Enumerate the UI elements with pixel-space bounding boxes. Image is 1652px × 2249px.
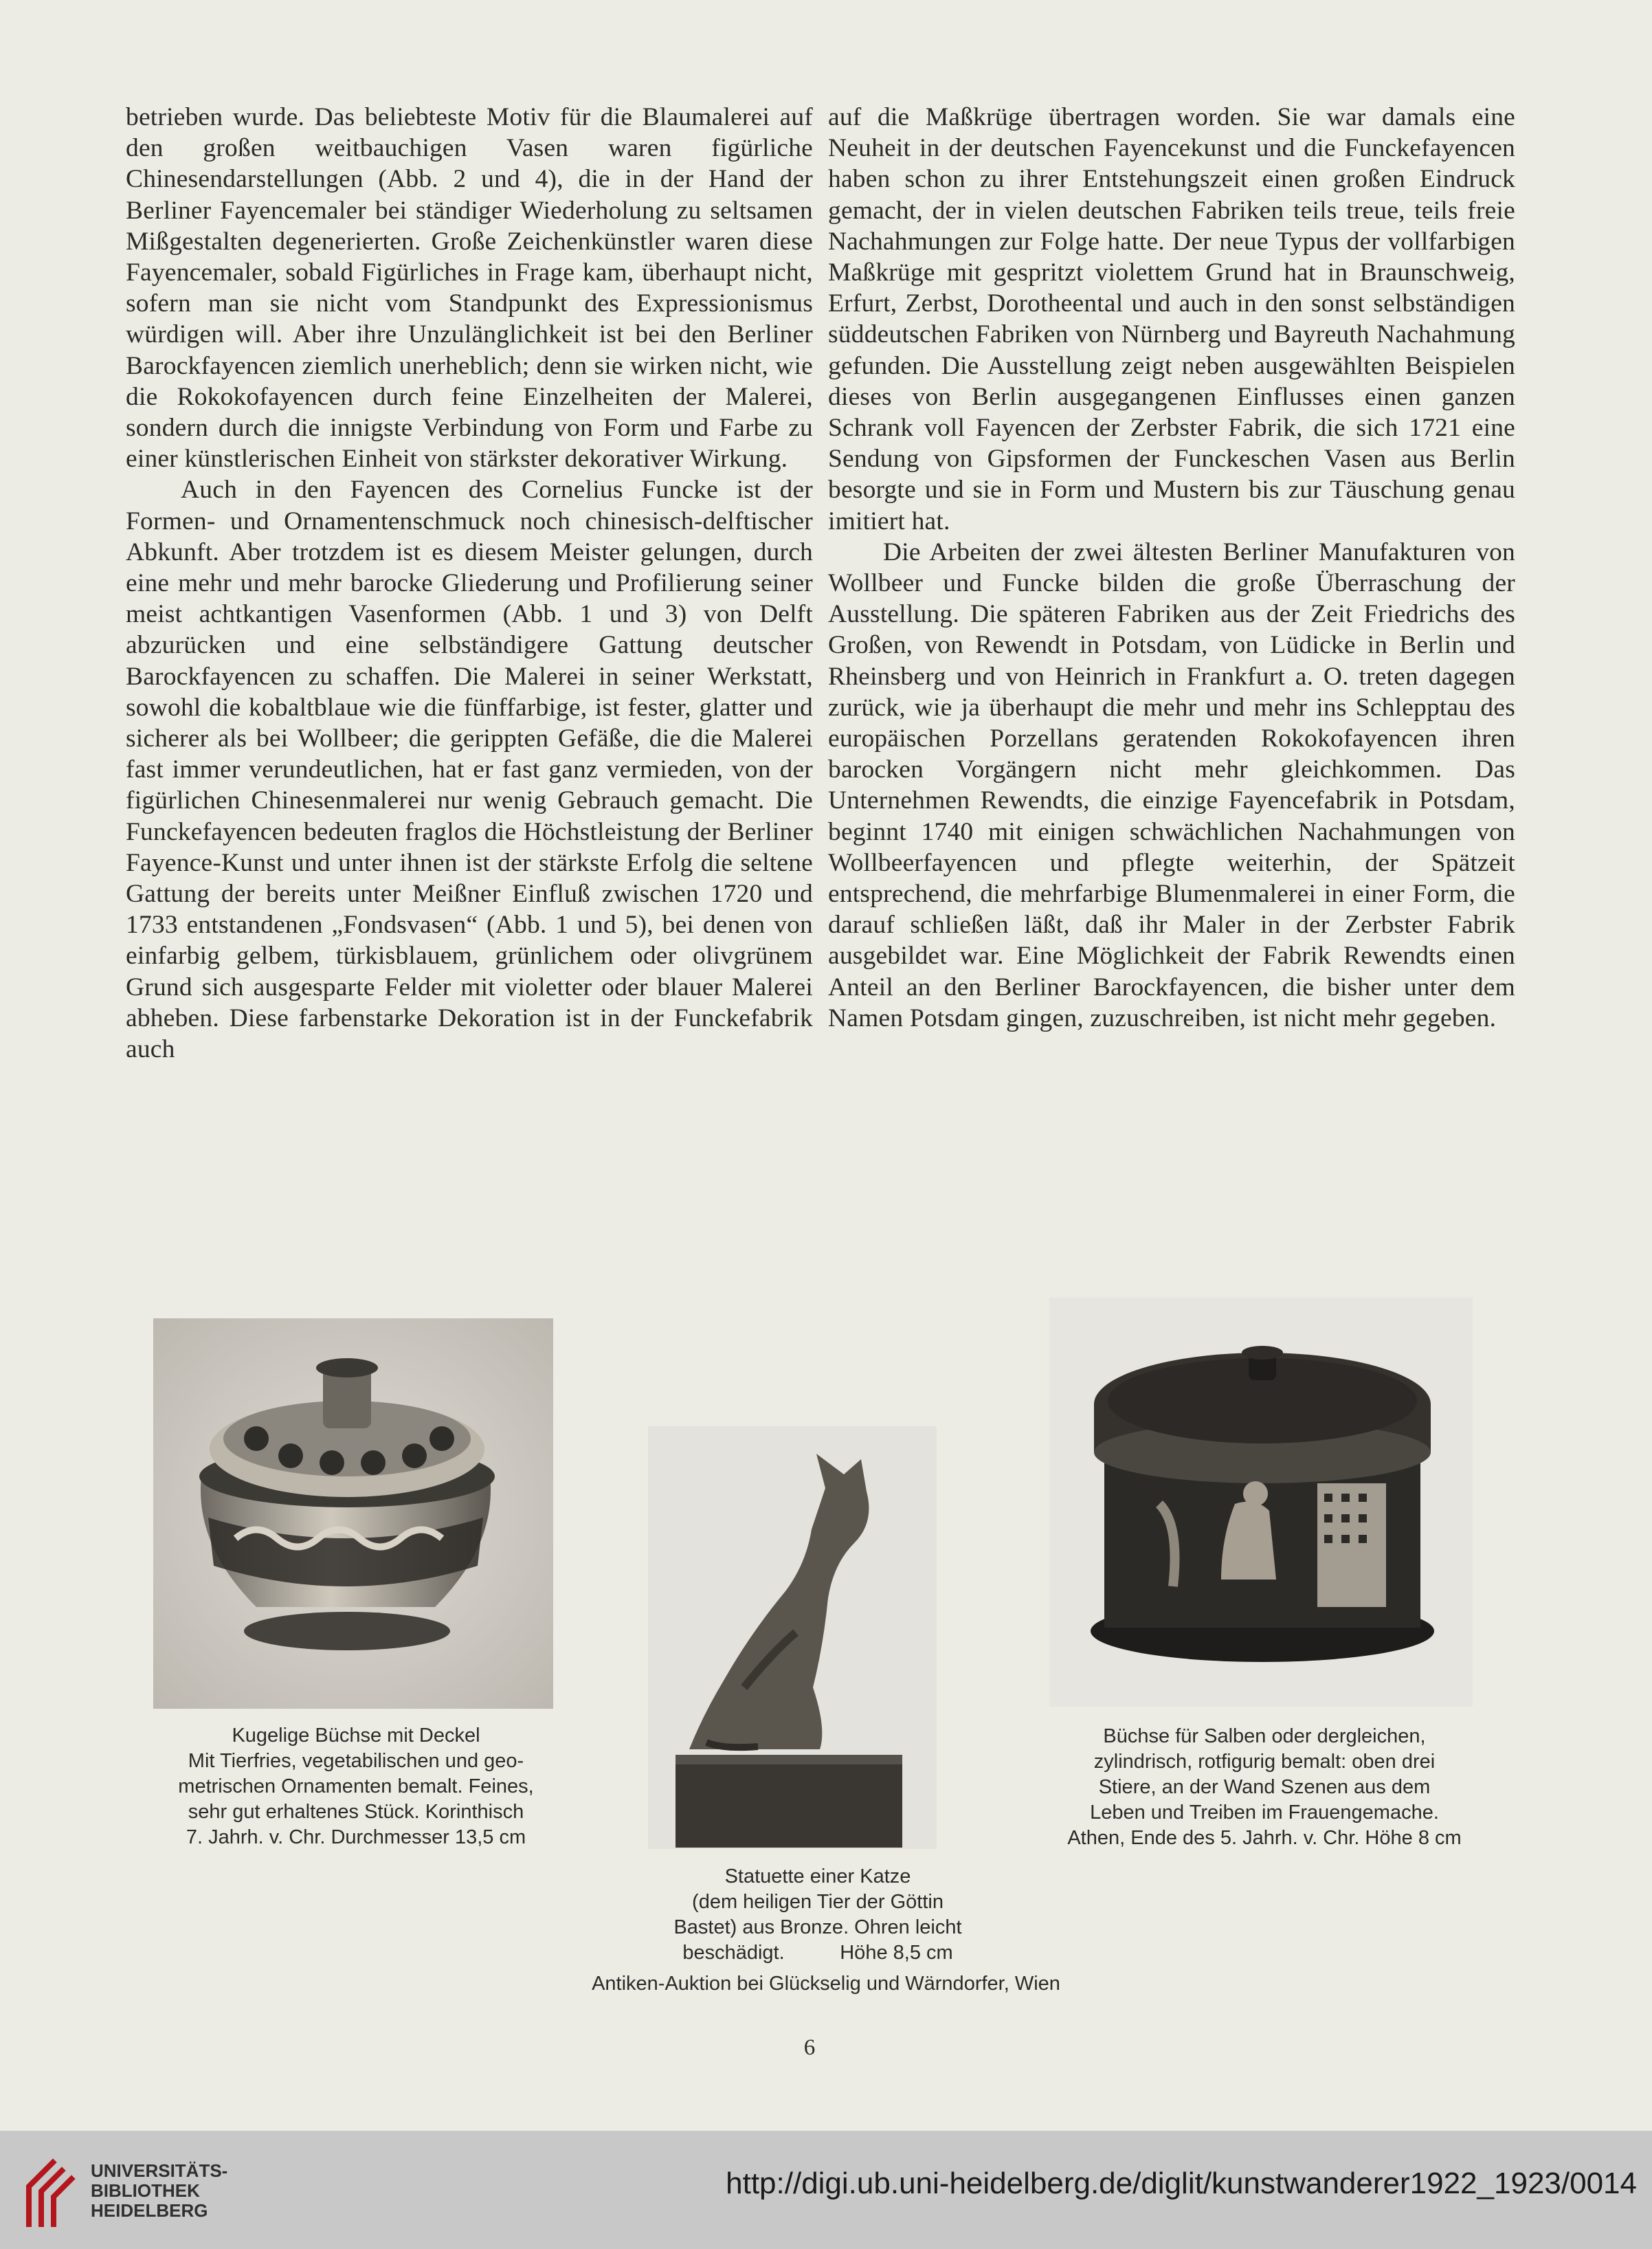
caption-line: Stiere, an der Wand Szenen aus dem: [1098, 1776, 1431, 1798]
library-name: [91, 2161, 227, 2221]
library-name-line: HEIDELBERG: [91, 2200, 208, 2221]
caption-line: sehr gut erhaltenes Stück. Korinthisch: [188, 1801, 524, 1823]
vase-photo: [153, 1318, 553, 1709]
caption-pyxis: [1045, 1724, 1484, 1851]
caption-line: (dem heiligen Tier der Göttin: [692, 1891, 944, 1913]
caption-line: Leben und Treiben im Frauengemache.: [1090, 1802, 1439, 1824]
source-url[interactable]: http://digi.ub.uni-heidelberg.de/diglit/kunstwanderer1922_1923/0014: [726, 2167, 1637, 2200]
pyxis-photo: [1049, 1298, 1473, 1707]
caption-line: Büchse für Salben oder dergleichen,: [1103, 1725, 1426, 1747]
caption-vase: [143, 1723, 569, 1850]
text-column-right: [828, 102, 1515, 1034]
library-footer: [0, 2131, 1652, 2249]
cat-statuette-photo: [648, 1426, 937, 1849]
caption-line: Bastet) aus Bronze. Ohren leicht: [673, 1916, 962, 1938]
text-column-left: [126, 102, 813, 1065]
auction-caption: Antiken-Auktion bei Glückselig und Wärndorfer, Wien: [592, 1973, 1060, 1995]
library-name-line: UNIVERSITÄTS-: [91, 2160, 228, 2181]
caption-line: Statuette einer Katze: [724, 1865, 911, 1887]
pyxis-illustration: [1049, 1298, 1473, 1707]
paragraph: auf die Maßkrüge übertragen worden. Sie war damals eine Neuheit in der deutschen Fayencekunst und die Funckefayencen haben schon zu ihrer Entstehungszeit einen großen Eindruck gemacht, der in vielen deutschen Fabriken teils treue, teils freie Nachahmungen zur Folge hatte. Der neue Typus der vollfarbigen Maßkrüge mit gespritzt violettem Grund hat in Braunschweig, Erfurt, Zerbst, Dorotheental und auch in den sonst selbständigen süddeutschen Fabriken von Nürnberg und Bayreuth Nachahmung gefunden. Die Ausstellung zeigt neben ausgewählten Beispielen dieses von Berlin ausgegangenen Einflusses einen ganzen Schrank voll Fayencen der Zerbster Fabrik, die sich 1721 eine Sendung von Gipsformen der Funckeschen Vasen aus Berlin besorgte und sie in Form und Mustern bis zur Täuschung genau imitiert hat.: [828, 103, 1515, 535]
caption-line: beschädigt. Höhe 8,5 cm: [682, 1942, 953, 1964]
cat-illustration: [648, 1426, 937, 1849]
caption-line: 7. Jahrh. v. Chr. Durchmesser 13,5 cm: [186, 1826, 526, 1848]
caption-line: zylindrisch, rotfigurig bemalt: oben drei: [1093, 1751, 1436, 1773]
caption-line: Athen, Ende des 5. Jahrh. v. Chr. Höhe 8 cm: [1067, 1827, 1462, 1849]
paragraph: Die Arbeiten der zwei ältesten Berliner Manufakturen von Wollbeer und Funcke bilden die große Überraschung der Ausstellung. Die späteren Fabriken aus der Zeit Friedrichs des Großen, von Rewendt in Potsdam, von Lüdicke in Berlin und Rheinsberg und von Heinrich in Frankfurt a. O. treten dagegen zurück, wie ja überhaupt die mehr und mehr ins Schlepptau des europäischen Porzellans geratenden Rokokofayencen ihren barocken Vorgängern nicht mehr gleichkommen. Das Unternehmen Rewendts, die einzige Fayencefabrik in Potsdam, beginnt 1740 mit einigen schwächlichen Nachahmungen von Wollbeerfayencen und pflegte weiterhin, der Spätzeit entsprechend, die mehrfarbige Blumenmalerei in einer Form, die darauf schließen läßt, daß ihr Maler in der Zerbster Fabrik ausgebildet war. Eine Möglichkeit der Fabrik Rewendts einen Anteil an den Berliner Barockfayencen, die bisher unter dem Namen Potsdam gingen, zuzuschreiben, ist nicht mehr gegeben.: [828, 538, 1515, 1032]
library-name-line: BIBLIOTHEK: [91, 2180, 200, 2201]
caption-line: metrischen Ornamenten bemalt. Feines,: [178, 1775, 534, 1797]
page-number: 6: [803, 2035, 816, 2060]
caption-line: Mit Tierfries, vegetabilischen und geo-: [188, 1750, 524, 1772]
vase-illustration: [153, 1318, 553, 1709]
paragraph: betrieben wurde. Das beliebteste Motiv für die Blaumalerei auf den großen weitbauchigen Vasen waren figürliche Chinesendarstellungen (Abb. 2 und 4), die in der Hand der Berliner Fayencemaler bei ständiger Wiederholung zu seltsamen Mißgestalten degenerierten. Große Zeichenkünstler waren diese Fayencemaler, sobald Figürliches in Frage kam, überhaupt nicht, sofern man sie nicht vom Standpunkt des Expressionismus würdigen will. Aber ihre Unzulänglichkeit ist bei den Berliner Barockfayencen ziemlich unerheblich; denn sie wirken nicht, wie die Rokokofayencen durch feine Einzelheiten der Malerei, sondern durch die innigste Verbindung von Form und Farbe zu einer künstlerischen Einheit von stärkster dekorativer Wirkung.: [126, 103, 813, 474]
caption-line: Kugelige Büchse mit Deckel: [232, 1725, 480, 1747]
paragraph: Auch in den Fayencen des Cornelius Funcke ist der Formen- und Ornamentenschmuck noch chinesisch-delftischer Abkunft. Aber trotzdem ist es diesem Meister gelungen, durch eine mehr und mehr barocke Gliederung und Profilierung seiner meist achtkantigen Vasenformen (Abb. 1 und 3) von Delft abzurücken und eine selbständigere Gattung deutscher Barockfayencen zu schaffen. Die Malerei in seiner Werkstatt, sowohl die kobaltblaue wie die fünffarbige, ist fester, glatter und sicherer als bei Wollbeer; die gerippten Gefäße, die die Malerei fast immer verundeutlichen, hat er fast ganz vermieden, von der figürlichen Chinesenmalerei nur wenig Gebrauch gemacht. Die Funckefayencen bedeuten fraglos die Höchstleistung der Berliner Fayence-Kunst und unter ihnen ist der stärkste Erfolg die seltene Gattung der bereits unter Meißner Einfluß zwischen 1720 und 1733 entstandenen „Fondsvasen“ (Abb. 1 und 5), bei denen von einfarbig gelbem, türkisblauem, grünlichem oder olivgrünem Grund sich ausgesparte Felder mit violetter oder blauer Malerei abheben. Diese farbenstarke Dekoration ist in der Funckefabrik auch: [126, 476, 813, 1064]
library-logo-icon: [15, 2149, 77, 2230]
caption-cat: [673, 1864, 962, 1966]
